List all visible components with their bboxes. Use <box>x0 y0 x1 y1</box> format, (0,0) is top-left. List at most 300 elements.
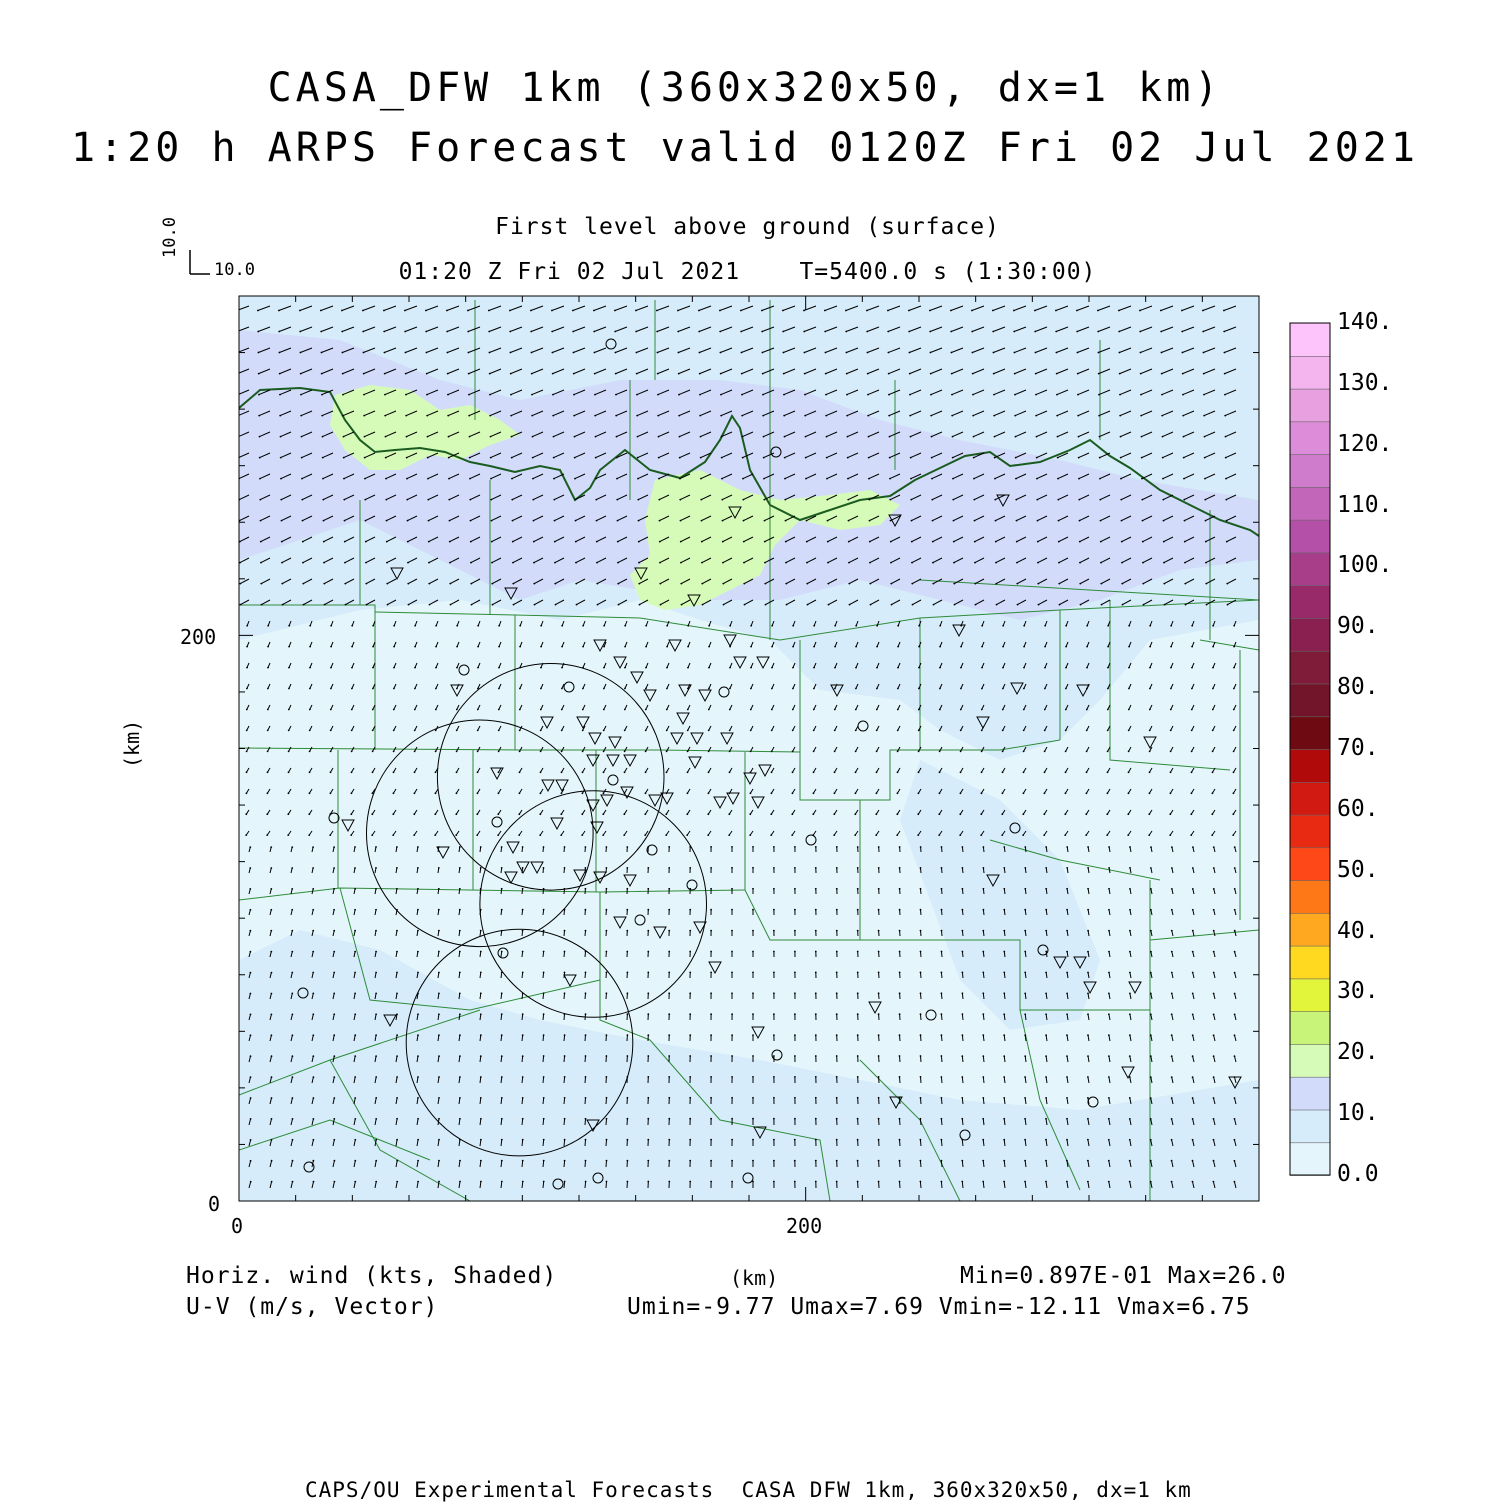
wind-vector-head <box>689 1160 691 1162</box>
wind-vector-head <box>302 562 304 564</box>
wind-vector-head <box>1099 457 1101 459</box>
wind-vector <box>564 1119 565 1125</box>
wind-vector-head <box>815 930 817 932</box>
wind-vector-head <box>501 1034 503 1036</box>
wind-vector-head <box>899 888 901 890</box>
wind-vector-head <box>1192 951 1194 953</box>
wind-vector-head <box>417 972 419 974</box>
wind-vector-head <box>606 1139 608 1141</box>
wind-vector-head <box>993 373 995 375</box>
wind-vector-head <box>250 993 252 995</box>
wind-vector-head <box>1182 394 1184 396</box>
wind-vector-head <box>710 992 712 994</box>
wind-vector-head <box>292 1139 294 1141</box>
wind-vector-head <box>491 541 493 543</box>
wind-vector-head <box>480 951 482 953</box>
wind-vector-head <box>1087 1118 1089 1120</box>
wind-vector-head <box>1213 930 1215 932</box>
wind-vector-head <box>1223 331 1225 333</box>
wind-vector-head <box>459 1160 461 1162</box>
wind-vector-head <box>645 688 647 690</box>
wind-vector-head <box>857 1013 859 1015</box>
wind-vector-head <box>815 972 817 974</box>
wind-vector-head <box>1212 792 1214 794</box>
wind-vector-head <box>783 394 785 396</box>
wind-vector-head <box>1065 667 1067 669</box>
wind-vector-head <box>260 583 262 585</box>
wind-vector-head <box>480 1181 482 1183</box>
wind-vector-head <box>1234 1139 1236 1141</box>
wind-vector-head <box>249 888 251 890</box>
wind-vector-head <box>680 520 682 522</box>
wind-vector-head <box>1097 310 1099 312</box>
wind-vector-head <box>560 834 562 836</box>
wind-vector-head <box>1024 909 1026 911</box>
wind-vector-head <box>438 1076 440 1078</box>
wind-vector-head <box>617 520 619 522</box>
wind-vector-head <box>627 1034 629 1036</box>
wind-vector-head <box>364 436 366 438</box>
wind-vector-head <box>1205 541 1207 543</box>
wind-vector-head <box>1056 373 1058 375</box>
wind-vector-head <box>699 352 701 354</box>
wind-vector-head <box>1191 730 1193 732</box>
wind-vector-head <box>1149 709 1151 711</box>
wind-vector-head <box>270 951 272 953</box>
wind-vector-head <box>1234 1055 1236 1057</box>
wind-vector-head <box>815 1181 817 1183</box>
wind-vector-head <box>1128 667 1130 669</box>
wind-vector-head <box>434 813 436 815</box>
wind-vector-head <box>878 1034 880 1036</box>
wind-vector-head <box>624 667 626 669</box>
wind-vector-head <box>513 604 515 606</box>
wind-vector-head <box>1107 646 1109 648</box>
wind-vector-head <box>417 930 419 932</box>
wind-vector-head <box>1150 972 1152 974</box>
wind-vector-head <box>417 1181 419 1183</box>
wind-vector-head <box>271 1097 273 1099</box>
wind-vector-head <box>1065 625 1067 627</box>
wind-vector-head <box>456 709 458 711</box>
wind-vector-head <box>1141 478 1143 480</box>
wind-vector-head <box>309 751 311 753</box>
wind-vector-head <box>1108 1139 1110 1141</box>
wind-vector-head <box>826 457 828 459</box>
wind-vector-head <box>910 436 912 438</box>
wind-vector-head <box>333 993 335 995</box>
wind-vector-head <box>689 951 691 953</box>
wind-vector-head <box>794 1013 796 1015</box>
wind-vector-head <box>1085 813 1087 815</box>
wind-vector-head <box>497 834 499 836</box>
wind-vector-head <box>1119 394 1121 396</box>
wind-vector-head <box>668 888 670 890</box>
wind-vector-head <box>982 1097 984 1099</box>
wind-vector-head <box>1203 373 1205 375</box>
wind-vector-head <box>1099 499 1101 501</box>
wind-vector-head <box>890 541 892 543</box>
wind-vector-head <box>396 951 398 953</box>
wind-vector-head <box>603 625 605 627</box>
wind-vector-head <box>511 436 513 438</box>
wind-vector-head <box>635 331 637 333</box>
wind-vector-head <box>939 730 941 732</box>
wind-vector-head <box>270 930 272 932</box>
wind-vector-head <box>606 992 608 994</box>
wind-vector-head <box>501 867 503 869</box>
wind-vector-head <box>941 909 943 911</box>
wind-vector-head <box>930 373 932 375</box>
wind-vector-head <box>446 331 448 333</box>
wind-vector-head <box>994 457 996 459</box>
wind-vector-head <box>434 834 436 836</box>
wind-vector-head <box>897 751 899 753</box>
wind-vector-head <box>982 951 984 953</box>
wind-vector-head <box>846 415 848 417</box>
wind-vector-head <box>1171 993 1173 995</box>
wind-vector-head <box>1129 1181 1131 1183</box>
wind-vector-head <box>1190 834 1192 836</box>
wind-vector <box>606 1119 607 1125</box>
wind-vector-head <box>1128 792 1130 794</box>
wind-vector-head <box>342 394 344 396</box>
wind-vector-head <box>448 457 450 459</box>
wind-vector-head <box>763 457 765 459</box>
wind-vector-head <box>857 992 859 994</box>
wind-vector-head <box>962 846 964 848</box>
wind-vector-head <box>512 520 514 522</box>
wind-vector-head <box>438 1055 440 1057</box>
wind-vector-head <box>417 1160 419 1162</box>
wind-vector-head <box>1213 1097 1215 1099</box>
wind-vector-head <box>561 688 563 690</box>
wind-vector-head <box>908 331 910 333</box>
wind-vector-head <box>953 562 955 564</box>
wind-vector-head <box>689 1076 691 1078</box>
wind-vector-head <box>815 1139 817 1141</box>
wind-vector-head <box>1234 1181 1236 1183</box>
wind-vector-head <box>729 771 731 773</box>
wind-vector-head <box>836 972 838 974</box>
wind-vector-head <box>330 688 332 690</box>
wind-vector-head <box>1149 625 1151 627</box>
wind-vector-head <box>1066 930 1068 932</box>
wind-vector <box>941 1056 942 1062</box>
wind-vector-head <box>679 436 681 438</box>
wind-vector-head <box>1037 520 1039 522</box>
wind-vector-head <box>752 909 754 911</box>
wind-vector-head <box>438 972 440 974</box>
wind-vector-head <box>857 867 859 869</box>
wind-vector-head <box>438 1139 440 1141</box>
wind-vector-head <box>606 867 608 869</box>
wind-vector-head <box>686 813 688 815</box>
wind-vector-head <box>334 1160 336 1162</box>
wind-vector-head <box>351 625 353 627</box>
wind-vector-head <box>1212 751 1214 753</box>
vector-scale-v: 10.0 <box>162 217 179 258</box>
wind-vector-head <box>1150 1034 1152 1036</box>
wind-vector-head <box>553 436 555 438</box>
wind-vector-head <box>1108 867 1110 869</box>
wind-vector-head <box>1036 457 1038 459</box>
wind-vector-head <box>1003 1013 1005 1015</box>
wind-vector-head <box>1119 352 1121 354</box>
wind-vector-head <box>687 730 689 732</box>
wind-vector-head <box>585 1055 587 1057</box>
wind-vector-head <box>1128 688 1130 690</box>
wind-vector-head <box>773 1013 775 1015</box>
wind-vector-head <box>564 867 566 869</box>
wind-vector-head <box>533 583 535 585</box>
wind-vector-head <box>794 1139 796 1141</box>
wind-vector-head <box>1170 771 1172 773</box>
wind-vector-head <box>961 1118 963 1120</box>
wind-vector <box>522 1161 523 1167</box>
wind-vector-head <box>279 352 281 354</box>
wind-vector-head <box>364 499 366 501</box>
wind-vector-head <box>407 541 409 543</box>
wind-vector-head <box>1087 1055 1089 1057</box>
wind-vector <box>606 1140 607 1146</box>
wind-vector-head <box>470 562 472 564</box>
wind-vector <box>543 1161 544 1167</box>
wind-vector-head <box>888 373 890 375</box>
wind-vector-head <box>1045 1097 1047 1099</box>
wind-vector-head <box>1003 888 1005 890</box>
wind-vector-head <box>1212 771 1214 773</box>
wind-vector-head <box>606 1076 608 1078</box>
wind-vector-head <box>1055 310 1057 312</box>
wind-vector-head <box>815 1097 817 1099</box>
wind-vector <box>585 1098 586 1104</box>
wind-vector-head <box>363 394 365 396</box>
wind-vector-head <box>857 1118 859 1120</box>
wind-vector-head <box>1213 1014 1215 1016</box>
wind-vector-head <box>540 709 542 711</box>
wind-vector-head <box>281 541 283 543</box>
wind-vector-head <box>323 541 325 543</box>
wind-vector-head <box>543 1097 545 1099</box>
wind-vector-head <box>1121 541 1123 543</box>
wind-vector-head <box>941 1139 943 1141</box>
wind-vector-head <box>322 499 324 501</box>
wind-vector-head <box>752 846 754 848</box>
wind-vector-head <box>498 771 500 773</box>
wind-vector-head <box>731 1013 733 1015</box>
wind-vector-head <box>1213 1076 1215 1078</box>
wind-vector-head <box>417 1076 419 1078</box>
wind-vector-head <box>459 1013 461 1015</box>
wind-vector-head <box>761 331 763 333</box>
wind-vector-head <box>815 888 817 890</box>
wind-vector-head <box>897 709 899 711</box>
wind-vector-head <box>876 688 878 690</box>
wind-vector-head <box>710 888 712 890</box>
wind-vector-head <box>710 1013 712 1015</box>
wind-vector-head <box>1213 951 1215 953</box>
wind-vector-head <box>606 1055 608 1057</box>
wind-vector-head <box>237 373 239 375</box>
wind-vector-head <box>722 562 724 564</box>
wind-vector-head <box>1234 993 1236 995</box>
wind-vector-head <box>257 331 259 333</box>
wind-vector-head <box>414 751 416 753</box>
wind-vector-head <box>1233 751 1235 753</box>
wind-vector-head <box>1044 730 1046 732</box>
wind-vector-head <box>1234 867 1236 869</box>
wind-vector-head <box>815 951 817 953</box>
wind-vector-head <box>603 771 605 773</box>
wind-vector-head <box>1107 709 1109 711</box>
wind-vector-head <box>1038 604 1040 606</box>
wind-vector-head <box>1118 310 1120 312</box>
wind-vector-head <box>603 751 605 753</box>
wind-vector-head <box>341 331 343 333</box>
wind-vector-head <box>939 625 941 627</box>
wind-vector-head <box>1108 888 1110 890</box>
wind-vector-head <box>490 436 492 438</box>
wind-vector-head <box>773 1097 775 1099</box>
wind-vector-head <box>742 499 744 501</box>
wind-vector-head <box>1057 457 1059 459</box>
wind-vector-head <box>773 1055 775 1057</box>
wind-vector-head <box>678 394 680 396</box>
wind-vector-head <box>522 1097 524 1099</box>
wind-vector-head <box>258 415 260 417</box>
wind-vector <box>606 1182 607 1189</box>
wind-vector-head <box>333 1013 335 1015</box>
wind-vector-head <box>448 499 450 501</box>
wind-vector-head <box>1163 583 1165 585</box>
wind-vector-head <box>313 1097 315 1099</box>
wind-vector-head <box>585 1076 587 1078</box>
wind-vector-head <box>836 1076 838 1078</box>
wind-vector-head <box>448 436 450 438</box>
wind-vector-head <box>560 813 562 815</box>
wind-vector-head <box>468 352 470 354</box>
wind-vector-head <box>1024 1181 1026 1183</box>
footer-uv-extremes: Umin=-9.77 Umax=7.69 Vmin=-12.11 Vmax=6.75 <box>627 1296 1251 1319</box>
wind-vector-head <box>543 992 545 994</box>
wind-vector-head <box>429 604 431 606</box>
wind-vector-head <box>731 1034 733 1036</box>
wind-vector-head <box>330 771 332 773</box>
wind-vector-head <box>1192 972 1194 974</box>
wind-vector-head <box>425 331 427 333</box>
wind-vector-head <box>597 604 599 606</box>
wind-vector-head <box>540 771 542 773</box>
wind-vector-head <box>501 951 503 953</box>
wind-vector-head <box>812 813 814 815</box>
wind-vector-head <box>435 792 437 794</box>
wind-vector-head <box>729 688 731 690</box>
wind-vector-head <box>1002 792 1004 794</box>
wind-vector-head <box>1066 867 1068 869</box>
wind-vector-head <box>1034 310 1036 312</box>
wind-vector-head <box>752 1076 754 1078</box>
wind-vector-head <box>918 709 920 711</box>
wind-vector-head <box>869 562 871 564</box>
wind-vector-head <box>980 834 982 836</box>
wind-vector-head <box>501 992 503 994</box>
wind-vector-head <box>857 972 859 974</box>
wind-vector-head <box>868 499 870 501</box>
wind-vector-head <box>426 415 428 417</box>
wind-vector-head <box>761 310 763 312</box>
wind-vector-head <box>490 478 492 480</box>
wind-vector <box>941 1077 942 1083</box>
wind-vector-head <box>1225 436 1227 438</box>
wind-vector-head <box>1098 373 1100 375</box>
wind-vector-head <box>827 520 829 522</box>
wind-vector-head <box>710 1139 712 1141</box>
wind-vector-head <box>805 436 807 438</box>
wind-vector-head <box>668 930 670 932</box>
wind-vector-head <box>501 909 503 911</box>
wind-vector-head <box>498 709 500 711</box>
wind-vector-head <box>375 972 377 974</box>
wind-vector <box>606 1161 607 1167</box>
wind-vector-head <box>1192 993 1194 995</box>
wind-vector-head <box>909 394 911 396</box>
wind-vector-head <box>1232 834 1234 836</box>
wind-vector-head <box>292 1055 294 1057</box>
wind-vector-head <box>417 1013 419 1015</box>
wind-vector-head <box>836 1097 838 1099</box>
wind-vector-head <box>386 541 388 543</box>
wind-vector-head <box>606 846 608 848</box>
wind-vector-head <box>1206 604 1208 606</box>
wind-vector-head <box>920 1097 922 1099</box>
wind-vector-head <box>312 909 314 911</box>
wind-vector-head <box>639 604 641 606</box>
wind-vector-head <box>1142 562 1144 564</box>
wind-vector-head <box>271 1014 273 1016</box>
wind-vector-head <box>543 951 545 953</box>
wind-vector-head <box>396 1097 398 1099</box>
wind-vector-head <box>702 604 704 606</box>
wind-vector-head <box>236 310 238 312</box>
wind-vector-head <box>531 394 533 396</box>
wind-vector-head <box>1003 930 1005 932</box>
wind-vector-head <box>288 751 290 753</box>
wind-vector-head <box>393 730 395 732</box>
wind-vector-head <box>982 1118 984 1120</box>
wind-vector-head <box>982 1181 984 1183</box>
wind-vector <box>585 1140 586 1146</box>
wind-vector-head <box>330 792 332 794</box>
wind-vector-head <box>962 909 964 911</box>
wind-vector-head <box>1170 709 1172 711</box>
wind-vector-head <box>911 520 913 522</box>
wind-vector-head <box>312 930 314 932</box>
wind-vector-head <box>595 478 597 480</box>
wind-vector-head <box>836 1118 838 1120</box>
wind-vector-head <box>836 951 838 953</box>
wind-vector-head <box>731 1055 733 1057</box>
time-subtitle: 01:20 Z Fri 02 Jul 2021 T=5400.0 s (1:30:00) <box>0 261 1495 284</box>
wind-vector-head <box>1003 1181 1005 1183</box>
wind-vector-head <box>744 604 746 606</box>
wind-vector-head <box>836 992 838 994</box>
wind-vector-head <box>414 667 416 669</box>
wind-vector-head <box>813 688 815 690</box>
wind-vector-head <box>909 415 911 417</box>
wind-vector-head <box>1065 792 1067 794</box>
wind-vector <box>900 1182 901 1189</box>
